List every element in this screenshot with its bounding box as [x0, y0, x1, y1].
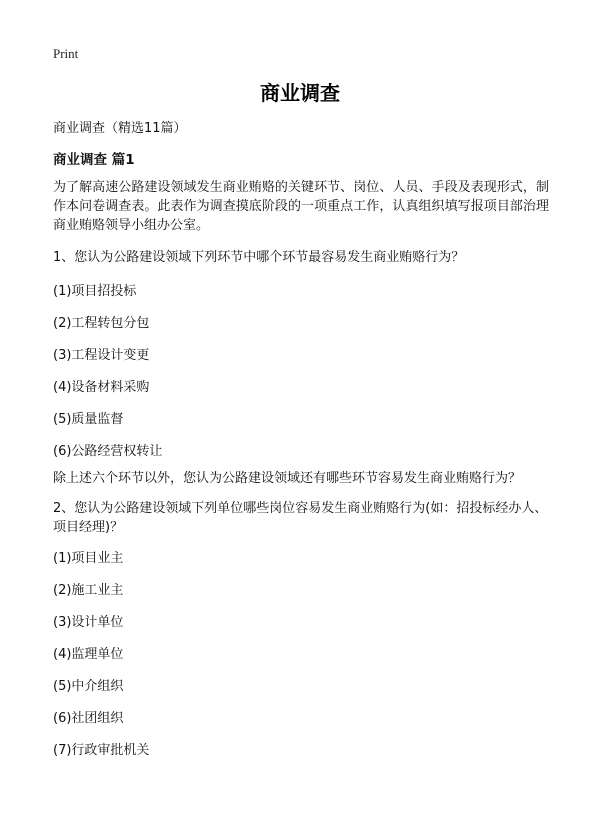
print-label[interactable]: Print	[53, 46, 79, 61]
document-subtitle: 商业调查（精选11篇）	[53, 121, 187, 136]
question-1-option-2: (2)工程转包分包	[53, 316, 150, 331]
question-2-option-1: (1)项目业主	[53, 551, 124, 566]
intro-paragraph: 为了解高速公路建设领域发生商业贿赂的关键环节、岗位、人员、手段及表现形式，制作本问卷调查表。此表作为调查摸底阶段的一项重点工作，认真组织填写报项目部治理商业贿赂领导小组办公室。	[53, 180, 549, 233]
question-2: 2、您认为公路建设领域下列单位哪些岗位容易发生商业贿赂行为(如：招投标经办人、项目经理)？	[53, 501, 548, 535]
document-title: 商业调查	[260, 81, 340, 105]
question-2-option-5: (5)中介组织	[53, 679, 124, 694]
question-1-option-4: (4)设备材料采购	[53, 380, 150, 395]
question-2-option-7: (7)行政审批机关	[53, 743, 150, 758]
question-2-option-6: (6)社团组织	[53, 711, 124, 726]
section-heading: 商业调查 篇1	[53, 152, 135, 168]
question-1-option-1: (1)项目招投标	[53, 284, 137, 299]
question-2-option-3: (3)设计单位	[53, 615, 124, 630]
question-2-option-4: (4)监理单位	[53, 647, 124, 662]
question-1-option-3: (3)工程设计变更	[53, 348, 150, 363]
followup-question: 除上述六个环节以外，您认为公路建设领域还有哪些环节容易发生商业贿赂行为？	[53, 471, 522, 486]
question-1-option-5: (5)质量监督	[53, 412, 124, 427]
question-1: 1、您认为公路建设领域下列环节中哪个环节最容易发生商业贿赂行为？	[53, 250, 465, 265]
question-2-option-2: (2)施工业主	[53, 583, 124, 598]
question-1-option-6: (6)公路经营权转让	[53, 444, 163, 459]
